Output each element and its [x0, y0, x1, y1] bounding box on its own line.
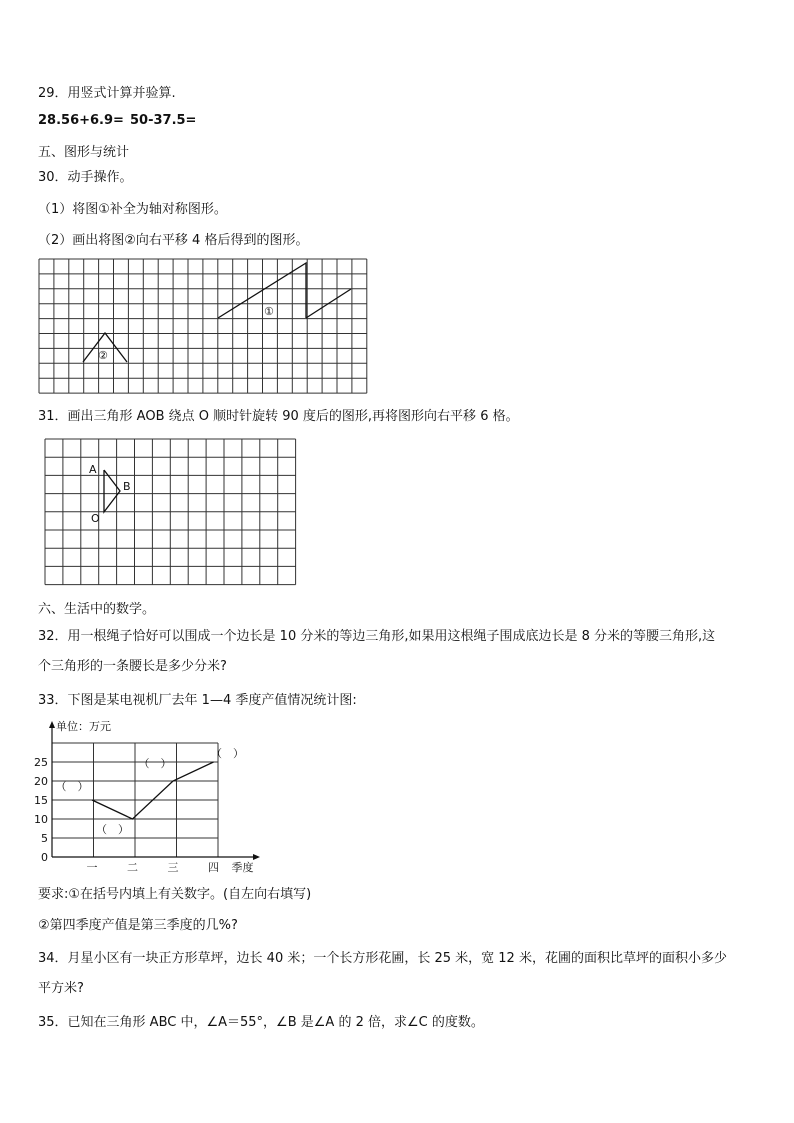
triangle-aob	[104, 470, 120, 512]
chart-unit-label: 单位：万元	[56, 720, 111, 733]
chart-blank-label: （ ）	[96, 823, 129, 836]
section-6-heading: 六、生活中的数学。	[38, 602, 156, 617]
chart-x-label: 季度	[231, 861, 254, 874]
section-5-heading: 五、图形与统计	[38, 145, 130, 160]
chart-y-tick-label: 0	[41, 851, 48, 864]
q33-title: 33．下图是某电视机厂去年 1—4 季度产值情况统计图:	[38, 693, 357, 708]
chart-y-tick-label: 15	[34, 794, 48, 807]
chart-y-tick-label: 20	[34, 775, 48, 788]
q33-line-chart	[30, 715, 270, 875]
q31-grid	[44, 438, 298, 588]
q30-sub-2: （2）画出将图②向右平移 4 格后得到的图形。	[38, 233, 309, 248]
q30-grid	[38, 258, 368, 394]
q29-expression-2: 50-37.5=	[130, 113, 197, 128]
chart-y-tick-label: 5	[41, 832, 48, 845]
chart-x-tick-label: 三	[167, 861, 179, 874]
q33-requirement-1: 要求:①在括号内填上有关数字。(自左向右填写)	[38, 887, 312, 902]
chart-x-tick-label: 四	[208, 861, 219, 874]
chart-y-tick-label: 10	[34, 813, 48, 826]
chart-y-arrow	[49, 721, 55, 728]
chart-x-arrow	[253, 854, 260, 860]
chart-blank-label: （ ）	[211, 747, 244, 760]
q30-title: 30．动手操作。	[38, 170, 133, 185]
chart-blank-label: （ ）	[55, 780, 89, 793]
q32-line-1: 32．用一根绳子恰好可以围成一个边长是 10 分米的等边三角形,如果用这根绳子围成底边长是 8 分米的等腰三角形,这	[38, 629, 716, 644]
figure-2-label: ②	[98, 349, 108, 362]
q34-line-2: 平方米?	[38, 981, 84, 996]
point-o-label: O	[91, 512, 100, 525]
chart-x-tick-label: 一	[86, 861, 98, 874]
q33-requirement-2: ②第四季度产值是第三季度的几%?	[38, 918, 238, 933]
chart-series-line	[92, 762, 214, 819]
q29-title: 29．用竖式计算并验算.	[38, 86, 176, 101]
chart-x-tick-label: 二	[127, 861, 138, 874]
q31-title: 31．画出三角形 AOB 绕点 O 顺时针旋转 90 度后的图形,再将图形向右平移 6 格。	[38, 409, 519, 424]
chart-y-tick-label: 25	[34, 756, 48, 769]
q32-line-2: 个三角形的一条腰长是多少分米?	[38, 659, 227, 674]
q34-line-1: 34．月星小区有一块正方形草坪，边长 40 米；一个长方形花圃，长 25 米，宽 12 米，花圃的面积比草坪的面积小多少	[38, 951, 727, 966]
q29-expression-1: 28.56+6.9=	[38, 113, 124, 128]
q35-title: 35．已知在三角形 ABC 中，∠A＝55°，∠B 是∠A 的 2 倍，求∠C 的度数。	[38, 1015, 484, 1030]
point-a-label: A	[89, 463, 97, 476]
point-b-label: B	[123, 480, 131, 493]
q30-sub-1: （1）将图①补全为轴对称图形。	[38, 202, 227, 217]
figure-1-label: ①	[264, 305, 274, 318]
chart-blank-label: （ ）	[138, 757, 172, 770]
